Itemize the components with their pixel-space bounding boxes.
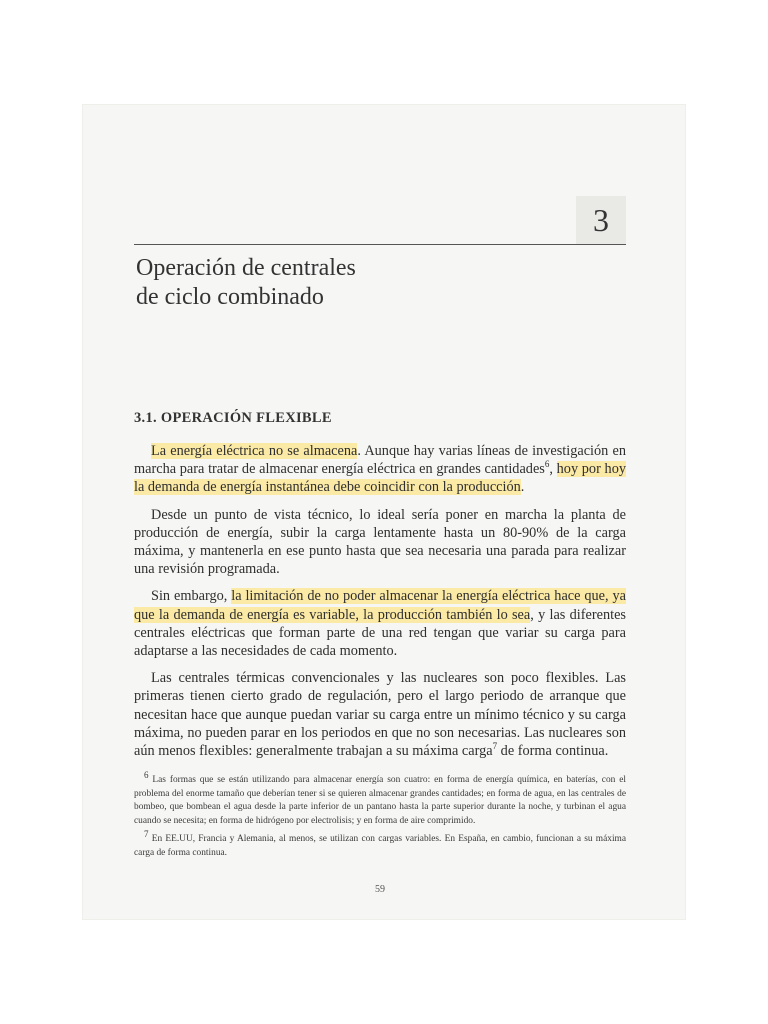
footnote-text: En EE.UU, Francia y Alemania, al menos, se utilizan con cargas variables. En España, en cambio, funcionan a su máxima carga de forma continua. [134,834,627,858]
chapter-number: 3 [593,202,609,238]
text-run: . [520,479,525,496]
paragraph-4 [134,669,626,760]
chapter-title [136,254,576,312]
footnote-7 [134,829,627,860]
text-run: de forma continua. [497,743,609,760]
text-run: , [549,461,557,478]
text-run: Las centrales térmicas convencionales y las nucleares son poco flexibles. Las primeras tienen cierto grado de regulación, pero el largo periodo de arranque que necesitan hace que aunque puedan variar su carga entre un mínimo técnico y su carga máxima, no pueden parar en los periodos en que no son necesarias. Las nucleares son aún menos flexibles: generalmente trabajan a su máxima carga [134,670,626,760]
footnote-6 [134,769,626,828]
paragraph-1 [134,442,626,497]
paragraph-3 [134,587,626,660]
body-text [134,442,626,769]
footnote-mark: 7 [144,829,149,840]
text-run: . Aunque hay varias líneas de investigación en marcha para tratar de almacenar energía eléctrica en grandes cantidades [134,443,626,478]
paragraph-2: Desde un punto de vista técnico, lo ideal sería poner en marcha la planta de producción de energía, subir la carga lentamente hasta un 80-90% de la carga máxima, y mantenerla en ese punto hasta que sea necesaria una parada para realizar una revisión programada. [134,506,626,578]
footnote-mark: 6 [144,769,149,780]
footnotes [134,769,627,866]
chapter-title-line2: de ciclo combinado [136,284,324,310]
highlight: la limitación de no poder almacenar la energía eléctrica hace que, ya que la demanda de energía es variable, la producción también lo sea [134,588,627,623]
chapter-title-line1: Operación de centrales [136,255,356,281]
document-page [82,104,686,920]
text-run: , y las diferentes centrales eléctricas que forman parte de una red tengan que variar su carga para adaptarse a las necesidades de cada momento. [134,606,626,660]
footnote-text: Las formas que se están utilizando para almacenar energía son cuatro: en forma de energía química, en baterías, con el problema del enorme tamaño que deberían tener si se quieren almacenar grandes cantidades; en forma de agua, en las centrales de bombeo, que bombean el agua desde la parte inferior de un pantano hasta la parte superior durante la noche, y turbinan el agua cuando se necesita; en forma de hidrógeno por electrolisis; y en forma de aire comprimido. [134,775,626,826]
page-number: 59 [375,884,385,895]
section-heading: 3.1. OPERACIÓN FLEXIBLE [134,410,332,426]
footnote-ref[interactable]: 6 [544,459,550,470]
chapter-rule [134,244,626,245]
highlight: La energía eléctrica no se almacena [151,443,358,459]
footnote-ref[interactable]: 7 [492,741,498,752]
highlight: hoy por hoy la demanda de energía instantánea debe coincidir con la producción [134,461,626,496]
text-run: Sin embargo, [151,588,232,605]
